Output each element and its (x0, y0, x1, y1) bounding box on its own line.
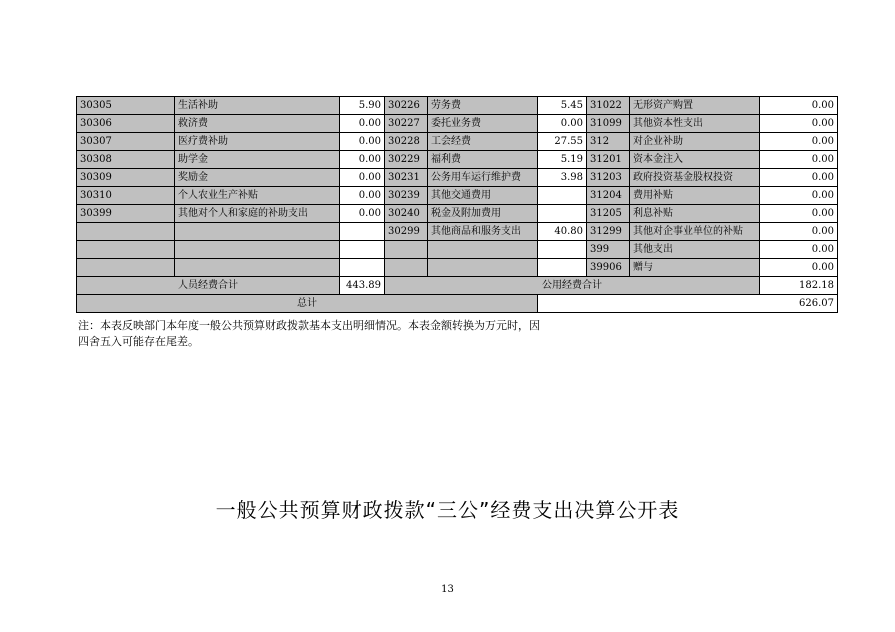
public-total-value: 182.18 (760, 277, 838, 295)
item-name-cell: 其他对企事业单位的补贴 (630, 223, 760, 241)
public-total-label: 公用经费合计 (385, 277, 760, 295)
basic-expenditure-table (76, 96, 838, 313)
code-cell: 30306 (77, 115, 175, 133)
amount-cell (538, 187, 587, 205)
amount-cell (340, 259, 385, 277)
code-cell: 30226 (385, 97, 428, 115)
amount-cell: 0.00 (760, 133, 838, 151)
item-name-cell: 赠与 (630, 259, 760, 277)
amount-cell: 0.00 (760, 259, 838, 277)
item-name-cell (175, 241, 340, 259)
amount-cell: 0.00 (760, 115, 838, 133)
table-row (77, 97, 838, 115)
table-row (77, 151, 838, 169)
amount-cell: 0.00 (760, 187, 838, 205)
item-name-cell: 其他商品和服务支出 (428, 223, 538, 241)
code-cell: 31299 (587, 223, 630, 241)
item-name-cell (428, 241, 538, 259)
personnel-total-label: 人员经费合计 (77, 277, 340, 295)
code-cell (77, 259, 175, 277)
amount-cell: 0.00 (760, 169, 838, 187)
item-name-cell (175, 259, 340, 277)
code-cell: 31204 (587, 187, 630, 205)
grand-total-row (77, 295, 838, 313)
amount-cell: 0.00 (340, 133, 385, 151)
code-cell: 30299 (385, 223, 428, 241)
code-cell: 30305 (77, 97, 175, 115)
table-row (77, 169, 838, 187)
page-number: 13 (441, 584, 454, 595)
amount-cell: 0.00 (760, 241, 838, 259)
code-cell (77, 241, 175, 259)
item-name-cell: 税金及附加费用 (428, 205, 538, 223)
code-cell: 30240 (385, 205, 428, 223)
amount-cell (340, 241, 385, 259)
code-cell: 30310 (77, 187, 175, 205)
amount-cell: 0.00 (538, 115, 587, 133)
amount-cell: 5.90 (340, 97, 385, 115)
item-name-cell: 工会经费 (428, 133, 538, 151)
item-name-cell: 奖励金 (175, 169, 340, 187)
section-title: 一般公共预算财政拨款“三公”经费支出决算公开表 (215, 498, 680, 522)
amount-cell: 0.00 (760, 223, 838, 241)
amount-cell: 40.80 (538, 223, 587, 241)
item-name-cell: 委托业务费 (428, 115, 538, 133)
item-name-cell: 救济费 (175, 115, 340, 133)
amount-cell: 0.00 (340, 205, 385, 223)
amount-cell: 0.00 (340, 115, 385, 133)
item-name-cell: 无形资产购置 (630, 97, 760, 115)
amount-cell: 0.00 (340, 169, 385, 187)
amount-cell (538, 241, 587, 259)
item-name-cell: 对企业补助 (630, 133, 760, 151)
code-cell: 312 (587, 133, 630, 151)
code-cell: 30309 (77, 169, 175, 187)
code-cell: 31205 (587, 205, 630, 223)
item-name-cell: 个人农业生产补贴 (175, 187, 340, 205)
code-cell: 30399 (77, 205, 175, 223)
amount-cell (538, 259, 587, 277)
amount-cell: 0.00 (340, 151, 385, 169)
item-name-cell: 其他交通费用 (428, 187, 538, 205)
table-row (77, 223, 838, 241)
item-name-cell (175, 223, 340, 241)
amount-cell: 3.98 (538, 169, 587, 187)
item-name-cell: 其他对个人和家庭的补助支出 (175, 205, 340, 223)
code-cell (385, 241, 428, 259)
item-name-cell (428, 259, 538, 277)
item-name-cell: 公务用车运行维护费 (428, 169, 538, 187)
amount-cell: 0.00 (760, 151, 838, 169)
code-cell: 30229 (385, 151, 428, 169)
table-row (77, 187, 838, 205)
item-name-cell: 助学金 (175, 151, 340, 169)
code-cell: 31203 (587, 169, 630, 187)
table-row (77, 115, 838, 133)
table-row (77, 133, 838, 151)
code-cell: 30228 (385, 133, 428, 151)
code-cell: 30307 (77, 133, 175, 151)
grand-total-value: 626.07 (538, 295, 838, 313)
item-name-cell: 劳务费 (428, 97, 538, 115)
code-cell: 39906 (587, 259, 630, 277)
item-name-cell: 其他支出 (630, 241, 760, 259)
code-cell: 399 (587, 241, 630, 259)
amount-cell: 5.45 (538, 97, 587, 115)
code-cell (385, 259, 428, 277)
item-name-cell: 资本金注入 (630, 151, 760, 169)
amount-cell (340, 223, 385, 241)
code-cell: 30227 (385, 115, 428, 133)
grand-total-label: 总计 (77, 295, 538, 313)
code-cell: 30308 (77, 151, 175, 169)
code-cell (77, 223, 175, 241)
table-row (77, 205, 838, 223)
item-name-cell: 其他资本性支出 (630, 115, 760, 133)
amount-cell (538, 205, 587, 223)
personnel-total-value: 443.89 (340, 277, 385, 295)
code-cell: 30231 (385, 169, 428, 187)
item-name-cell: 福利费 (428, 151, 538, 169)
item-name-cell: 利息补贴 (630, 205, 760, 223)
table-body (77, 97, 838, 277)
table-row (77, 241, 838, 259)
code-cell: 31099 (587, 115, 630, 133)
amount-cell: 0.00 (340, 187, 385, 205)
personnel-total-row (77, 277, 838, 295)
item-name-cell: 生活补助 (175, 97, 340, 115)
table-row (77, 259, 838, 277)
amount-cell: 5.19 (538, 151, 587, 169)
item-name-cell: 政府投资基金股权投资 (630, 169, 760, 187)
code-cell: 31022 (587, 97, 630, 115)
table-note: 注：本表反映部门本年度一般公共预算财政拨款基本支出明细情况。本表金额转换为万元时，因四舍五入可能存在尾差。 (78, 319, 540, 348)
amount-cell: 0.00 (760, 205, 838, 223)
item-name-cell: 医疗费补助 (175, 133, 340, 151)
amount-cell: 0.00 (760, 97, 838, 115)
code-cell: 30239 (385, 187, 428, 205)
code-cell: 31201 (587, 151, 630, 169)
item-name-cell: 费用补贴 (630, 187, 760, 205)
amount-cell: 27.55 (538, 133, 587, 151)
